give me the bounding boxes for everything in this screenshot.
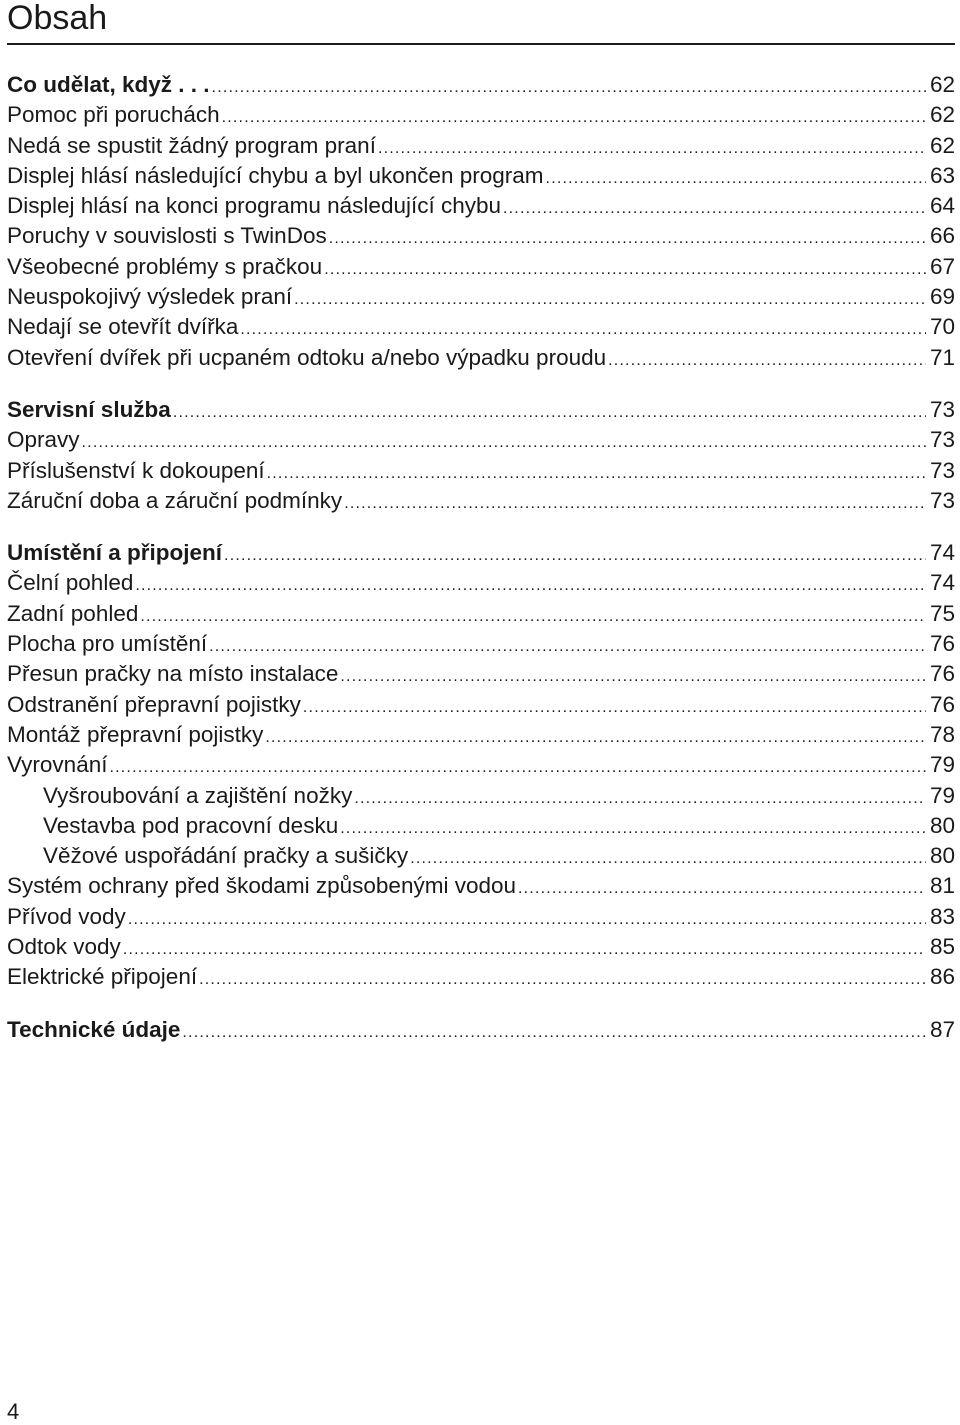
toc-entry-label: Odtok vody (7, 934, 121, 960)
toc-dot-leader (135, 571, 926, 601)
toc-dot-leader (109, 753, 925, 783)
toc-entry[interactable] (7, 486, 955, 516)
toc-entry[interactable] (7, 282, 955, 312)
toc-dot-leader (303, 693, 926, 723)
toc-entry-label: Vyrovnání (7, 752, 108, 778)
toc-entry[interactable] (7, 659, 955, 689)
toc-page-number: 62 (929, 102, 955, 128)
toc-dot-leader (340, 814, 926, 844)
toc-page-number: 73 (929, 396, 955, 422)
toc-entry[interactable] (7, 568, 955, 598)
toc-section-heading[interactable] (7, 538, 955, 568)
toc-dot-leader (294, 285, 926, 315)
toc-page-number: 71 (929, 344, 955, 370)
toc-entry-label: Technické údaje (7, 1016, 181, 1042)
toc-dot-leader (267, 459, 926, 489)
toc-entry[interactable] (7, 932, 955, 962)
toc-dot-leader (82, 428, 926, 458)
toc-dot-leader (340, 662, 926, 692)
toc-dot-leader (265, 723, 926, 753)
toc-group (7, 395, 955, 516)
toc-entry-label: Nedají se otevřít dvířka (7, 314, 239, 340)
toc-dot-leader (224, 541, 926, 571)
toc-entry[interactable] (7, 252, 955, 282)
toc-subentry[interactable] (7, 781, 955, 811)
toc-entry[interactable] (7, 191, 955, 221)
toc-entry-label: Opravy (7, 427, 80, 453)
toc-page-number: 64 (929, 193, 955, 219)
toc-entry[interactable] (7, 312, 955, 342)
toc-dot-leader (546, 164, 926, 194)
toc-entry-label: Přívod vody (7, 903, 126, 929)
toc-dot-leader (503, 194, 926, 224)
toc-page-number: 76 (929, 691, 955, 717)
toc-page-number: 62 (929, 132, 955, 158)
toc-entry-label: Věžové uspořádání pračky a sušičky (43, 843, 409, 869)
toc-page-number: 67 (929, 253, 955, 279)
toc-entry[interactable] (7, 599, 955, 629)
toc-entry[interactable] (7, 221, 955, 251)
toc-dot-leader (344, 489, 926, 519)
toc-page-number: 79 (929, 782, 955, 808)
toc-entry-label: Příslušenství k dokoupení (7, 457, 265, 483)
toc-page-number: 86 (929, 964, 955, 990)
page-title: Obsah (7, 0, 108, 37)
toc-dot-leader (378, 134, 926, 164)
toc-section-heading[interactable] (7, 70, 955, 100)
toc-page-number: 73 (929, 457, 955, 483)
toc-page-number: 69 (929, 284, 955, 310)
toc-entry-label: Vyšroubování a zajištění nožky (43, 782, 353, 808)
toc-entry-label: Vestavba pod pracovní desku (43, 812, 339, 838)
toc-subentry[interactable] (7, 811, 955, 841)
toc-dot-leader (608, 346, 926, 376)
toc-page-number: 74 (929, 570, 955, 596)
toc-entry-label: Přesun pračky na místo instalace (7, 661, 339, 687)
toc-group (7, 1015, 955, 1045)
toc-entry[interactable] (7, 456, 955, 486)
toc-entry[interactable] (7, 100, 955, 130)
toc-section-heading[interactable] (7, 395, 955, 425)
toc-page-number: 73 (929, 487, 955, 513)
toc-page-number: 78 (929, 721, 955, 747)
toc-entry[interactable] (7, 720, 955, 750)
toc-section-heading[interactable] (7, 1015, 955, 1045)
toc-entry-label: Poruchy v souvislosti s TwinDos (7, 223, 327, 249)
toc-entry[interactable] (7, 161, 955, 191)
toc-dot-leader (123, 935, 926, 965)
toc-page-number: 81 (929, 873, 955, 899)
toc-entry-label: Neuspokojivý výsledek praní (7, 284, 293, 310)
toc-group (7, 538, 955, 992)
toc-page-number: 83 (929, 903, 955, 929)
toc-page-number: 75 (929, 600, 955, 626)
toc-entry-label: Montáž přepravní pojistky (7, 721, 264, 747)
toc-dot-leader (199, 965, 926, 995)
toc-entry-label: Displej hlásí na konci programu následující chybu (7, 193, 502, 219)
table-of-contents (7, 70, 955, 1067)
toc-entry-label: Záruční doba a záruční podmínky (7, 487, 343, 513)
toc-entry[interactable] (7, 629, 955, 659)
toc-page-number: 62 (929, 72, 955, 97)
toc-dot-leader (212, 73, 926, 103)
toc-page-number: 76 (929, 661, 955, 687)
toc-entry-label: Plocha pro umístění (7, 631, 208, 657)
toc-page-number: 66 (929, 223, 955, 249)
toc-entry-label: Elektrické připojení (7, 964, 198, 990)
toc-entry-label: Zadní pohled (7, 600, 139, 626)
toc-page-number: 74 (929, 540, 955, 566)
page-number: 4 (7, 1399, 20, 1424)
toc-entry-label: Čelní pohled (7, 570, 134, 596)
toc-dot-leader (354, 784, 926, 814)
toc-entry-label: Co udělat, když . . . (7, 72, 210, 97)
toc-page-number: 70 (929, 314, 955, 340)
toc-entry-label: Otevření dvířek při ucpaném odtoku a/nebo výpadku proudu (7, 344, 607, 370)
toc-entry[interactable] (7, 750, 955, 780)
toc-entry[interactable] (7, 962, 955, 992)
toc-page-number: 73 (929, 427, 955, 453)
toc-page-number: 79 (929, 752, 955, 778)
toc-dot-leader (410, 844, 926, 874)
toc-page-number: 85 (929, 934, 955, 960)
toc-page-number: 80 (929, 843, 955, 869)
toc-page-number: 76 (929, 631, 955, 657)
toc-dot-leader (182, 1018, 926, 1048)
toc-entry-label: Pomoc při poruchách (7, 102, 220, 128)
toc-entry-label: Displej hlásí následující chybu a byl ukončen program (7, 162, 544, 188)
toc-entry-label: Nedá se spustit žádný program praní (7, 132, 376, 158)
toc-entry[interactable] (7, 902, 955, 932)
toc-dot-leader (329, 224, 926, 254)
title-divider (7, 43, 955, 45)
toc-page-number: 87 (929, 1016, 955, 1042)
toc-dot-leader (518, 874, 926, 904)
toc-dot-leader (222, 103, 926, 133)
toc-entry-label: Systém ochrany před škodami způsobenými vodou (7, 873, 517, 899)
toc-entry[interactable] (7, 343, 955, 373)
toc-dot-leader (240, 315, 926, 345)
toc-subentry[interactable] (7, 841, 955, 871)
toc-entry-label: Umístění a připojení (7, 540, 223, 566)
toc-entry[interactable] (7, 690, 955, 720)
toc-dot-leader (128, 905, 926, 935)
toc-group (7, 70, 955, 373)
toc-dot-leader (209, 632, 926, 662)
toc-entry-label: Všeobecné problémy s pračkou (7, 253, 323, 279)
toc-entry[interactable] (7, 425, 955, 455)
toc-page-number: 80 (929, 812, 955, 838)
toc-dot-leader (324, 255, 926, 285)
toc-dot-leader (173, 398, 926, 428)
toc-page-number: 63 (929, 162, 955, 188)
toc-entry[interactable] (7, 871, 955, 901)
toc-dot-leader (140, 602, 926, 632)
toc-entry-label: Odstranění přepravní pojistky (7, 691, 301, 717)
toc-entry[interactable] (7, 131, 955, 161)
toc-entry-label: Servisní služba (7, 396, 171, 422)
